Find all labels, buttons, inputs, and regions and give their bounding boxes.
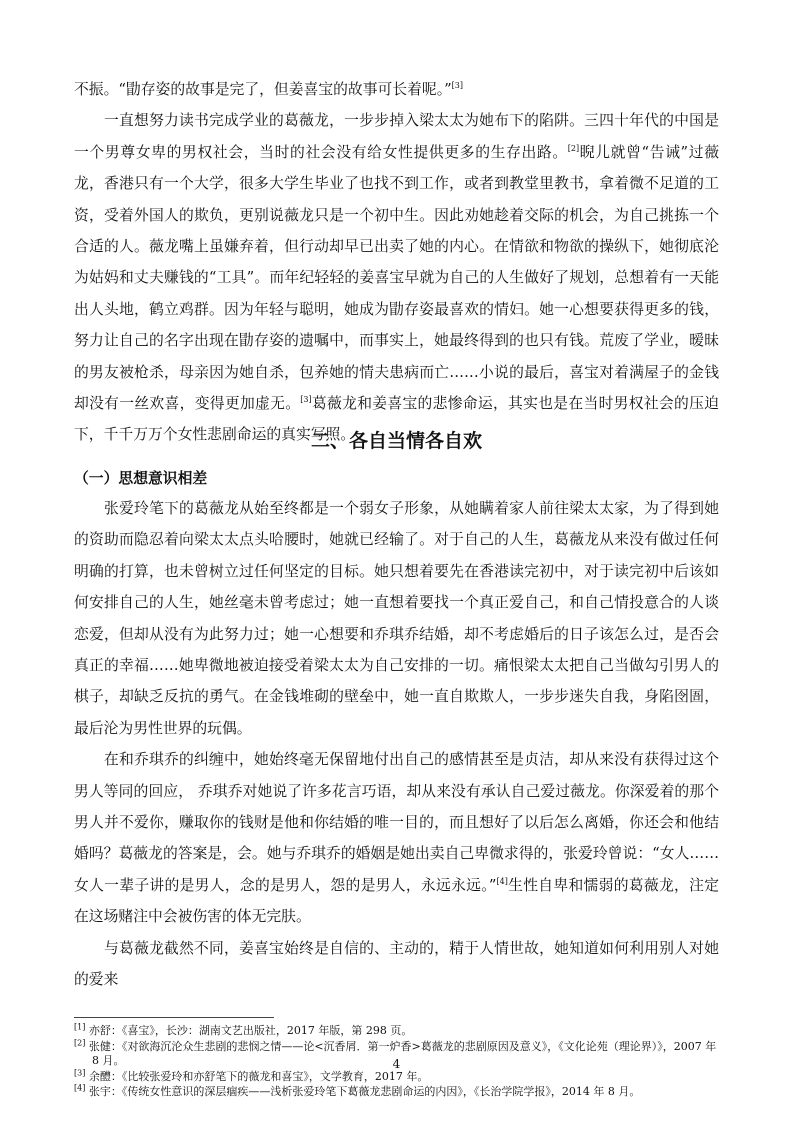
paragraph-xibao-contrast: 与葛薇龙截然不同，姜喜宝始终是自信的、主动的，精于人情世故，她知道如何利用别人对她的爱来 xyxy=(74,939,719,989)
footnote-ref: [2] xyxy=(567,143,580,153)
footnote-item: [2] 张健：《对欲海沉沦众生悲剧的悲悯之情——论<沉香屑．第一炉香>葛薇龙的悲剧原因及意义》，《文化论苑（理论界）》，2007 年 8 月。 xyxy=(74,1037,717,1068)
page-number: 4 xyxy=(392,1057,401,1071)
footnote-item: [1] 亦舒：《喜宝》，长沙：湖南文艺出版社，2017 年版，第 298 页。 xyxy=(74,1022,413,1037)
footnote-ref: [3] xyxy=(300,395,312,405)
paragraph-weilong-weakness: 张爱玲笔下的葛薇龙从始至终都是一个弱女子形象，从她瞒着家人前往梁太太家，为了得到她的资助而隐忍着向梁太太点头哈腰时，她就已经输了。对于自己的人生，葛薇龙从来没有做过任何明确的打算，也未曾树立过任何坚定的目标。她只想着要先在香港读完初中，对于读完初中后该如何安排自己的人生，她丝毫未曾考虑过；她一直想着要找一个真正爱自己，和自己情投意合的人谈恋爱，但却从没有为此努力过；她一心想要和乔琪乔结婚，却不考虑婚后的日子该怎么过，是否会真正的幸福……她卑微地被迫接受着梁太太为自己安排的一切。痛恨梁太太把自己当做勾引男人的棋子，却缺乏反抗的勇气。在金钱堆砌的壁垒中，她一直自欺欺人，一步步迷失自我，身陷囹圄，最后沦为男性世界的玩偶。 xyxy=(74,500,719,737)
footnote-divider xyxy=(74,1017,274,1018)
section-heading: 二、各自当情各自欢 xyxy=(310,430,482,452)
paragraph-weilong-trap: 一直想努力读书完成学业的葛薇龙，一步步掉入梁太太为她布下的陷阱。三四十年代的中国是一个男尊女卑的男权社会，当时的社会没有给女性提供更多的生存出路。[2]睨儿就曾“告诫”过薇龙，香港只有一个大学，很多大学生毕业了也找不到工作，或者到教堂里教书，拿着微不足道的工资，受着外国人的欺负，更别说薇龙只是一个初中生。因此劝她趁着交际的机会，为自己挑拣一个合适的人。薇龙嘴上虽嫌弃着，但行动却早已出卖了她的内心。在情欲和物欲的操纵下，她彻底沦为姑妈和丈夫赚钱的“工具”。而年纪轻轻的姜喜宝早就为自己的人生做好了规划，总想着有一天能出人头地，鹤立鸡群。因为年轻与聪明，她成为勖存姿最喜欢的情妇。她一心想要获得更多的钱，努力让自己的名字出现在勖存姿的遗嘱中，而事实上，她最终得到的也只有钱。荒废了学业，暧昧的男友被枪杀，母亲因为她自杀，包养她的情夫患病而亡……小说的最后，喜宝对着满屋子的金钱却没有一丝欢喜，变得更加虚无。[3]葛薇龙和姜喜宝的悲惨命运，其实也是在当时男权社会的压迫下，千千万万个女性悲剧命运的真实写照。 xyxy=(74,112,719,444)
subsection-heading: （一）思想意识相差 xyxy=(74,470,208,487)
footnote-item: [4] 张宇：《传统女性意识的深层痼疾——浅析张爱玲笔下葛薇龙悲剧命运的内因》，《长治学院学报》，2014 年 8 月。 xyxy=(74,1083,641,1099)
footnote-ref: [4] xyxy=(496,876,508,886)
footnote-item: [3] 余醴：《比较张爱玲和亦舒笔下的薇龙和喜宝》，文学教育，2017 年。 xyxy=(74,1068,429,1083)
body-text-top xyxy=(74,74,719,451)
body-text-bottom xyxy=(74,493,719,996)
paragraph-continuation: 不振。“勖存姿的故事是完了，但姜喜宝的故事可长着呢。”[3] xyxy=(74,81,463,98)
paragraph-qiaoqi-marriage: 在和乔琪乔的纠缠中，她始终毫无保留地付出自己的感情甚至是贞洁，却从来没有获得过这个男人等同的回应， 乔琪乔对她说了许多花言巧语，却从来没有承认自己爱过薇龙。你深爱着的那个男人并不爱你，赚取你的钱财是他和你结婚的唯一目的，而且想好了以后怎么离婚，你还会和他结婚吗？葛薇龙的答案是，会。她与乔琪乔的婚姻是她出卖自己卑微求得的，张爱玲曾说：“女人……女人一辈子讲的是男人，念的是男人，怨的是男人，永远永远。”[4]生性自卑和懦弱的葛薇龙，注定在这场赌注中会被伤害的体无完肤。 xyxy=(74,751,719,926)
footnote-ref: [3] xyxy=(451,81,463,91)
